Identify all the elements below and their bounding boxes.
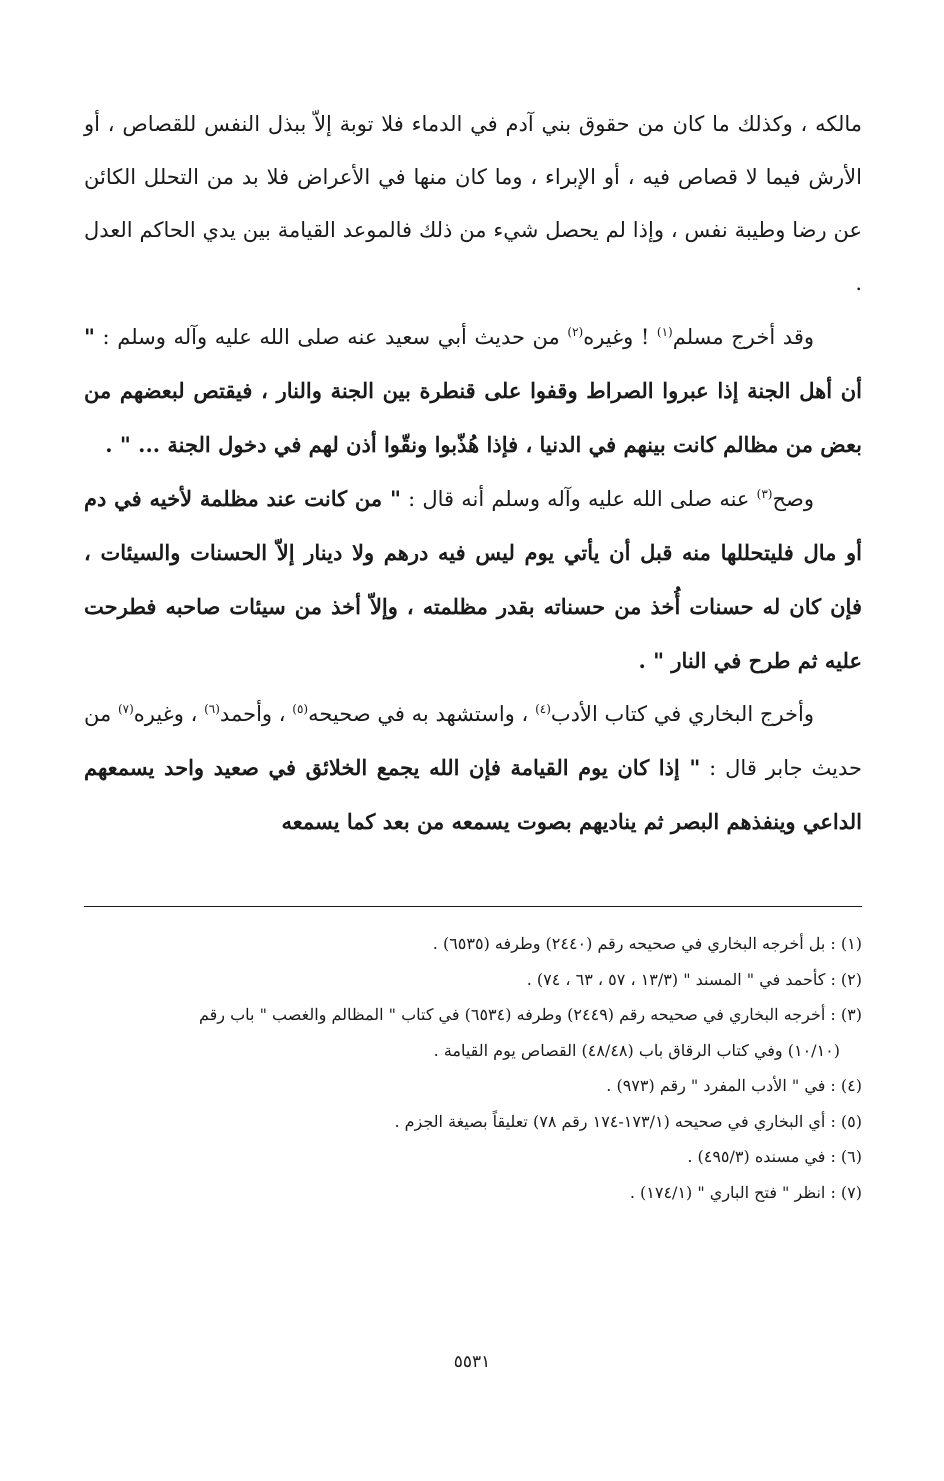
paragraph-3 (84, 472, 862, 688)
text-run: من حديث جابر قال : (84, 702, 862, 780)
footnote-6: (٦) : في مسنده (٤٩٥/٣) . (687, 1147, 862, 1166)
hadith-quote: " من كانت عند مظلمة لأخيه في دم أو مال فليتحللها منه قبل أن يأتي يوم ليس فيه درهم ولا دينار إلاّ الحسنات والسيئات ، فإن كان له حسنات أُخذ من حسناته بقدر مظلمته ، وإلاّ أخذ من سيئات صاحبه فطرحت عليه ثم طرح في النار " . (84, 486, 862, 673)
footnote-5: (٥) : أي البخاري في صحيحه (١٧٣/١-١٧٤ رقم ٧٨) تعليقاً بصيغة الجزم . (394, 1111, 862, 1131)
footnote-ref-2[interactable]: (٢) (567, 325, 584, 339)
footnote-ref-3[interactable]: (٣) (756, 487, 773, 501)
footnote-1: (١) : بل أخرجه البخاري في صحيحه رقم (٢٤٤٠) وطرفه (٦٥٣٥) . (432, 934, 862, 953)
text-run: ، وأحمد (219, 702, 293, 726)
text-run: عنه صلى الله عليه وآله وسلم أنه قال : (400, 487, 757, 511)
footnote-3-continued: (١٠/١٠) وفي كتاب الرقاق باب (٤٨/٤٨) القصاص يوم القيامة . (433, 1040, 840, 1060)
text-run: من حديث أبي سعيد عنه صلى الله عليه وآله وسلم : (94, 325, 568, 349)
footnote-ref-1[interactable]: (١) (656, 325, 673, 339)
text-run: ، وغيره (133, 702, 205, 726)
text-run: ! وغيره (583, 325, 657, 349)
footnote-ref-5[interactable]: (٥) (292, 702, 309, 716)
footnote-3: (٣) : أخرجه البخاري في صحيحه رقم (٢٤٤٩) وطرفه (٦٥٣٤) في كتاب " المظالم والغصب " باب رقم (198, 1005, 862, 1024)
text-run: وقد أخرج مسلم (672, 325, 814, 349)
page-number: ٥٥٣١ (453, 1352, 491, 1372)
footnote-7: (٧) : انظر " فتح الباري " (١٧٤/١) . (629, 1182, 862, 1202)
footnote-ref-4[interactable]: (٤) (535, 702, 551, 716)
hadith-quote: " أن أهل الجنة إذا عبروا الصراط وقفوا على قنطرة بين الجنة والنار ، فيقتص لبعضهم من بعض من مظالم كانت بينهم في الدنيا ، فإذا هُذّبوا ونقّوا أذن لهم في دخول الجنة ... " . (84, 324, 862, 457)
paragraph-2 (84, 310, 862, 472)
footnote-2: (٢) : كأحمد في " المسند " (١٣/٣ ، ٥٧ ، ٦٣ ، ٧٤) . (526, 969, 862, 989)
hadith-quote: " إذا كان يوم القيامة فإن الله يجمع الخلائق في صعيد واحد يسمعهم الداعي وينفذهم البصر ثم يناديهم بصوت يسمعه من بعد كما يسمعه (84, 755, 862, 834)
footnotes-section (84, 926, 862, 1210)
footnote-ref-6[interactable]: (٦) (204, 702, 220, 716)
footnote-4: (٤) : في " الأدب المفرد " رقم (٩٧٣) . (606, 1076, 862, 1095)
paragraph-1: مالكه ، وكذلك ما كان من حقوق بني آدم في الدماء فلا توبة إلاّ ببذل النفس للقصاص ، أو الأرش فيما لا قصاص فيه ، أو الإبراء ، وما كان منها في الأعراض فلا بد من التحلل الكائن عن رضا وطيبة نفس ، وإذا لم يحصل شيء من ذلك فالموعد القيامة بين يدي الحاكم العدل . (84, 112, 862, 295)
page-body (84, 98, 862, 849)
paragraph-4 (84, 688, 862, 849)
text-run: وأخرج البخاري في كتاب الأدب (550, 702, 814, 726)
text-run: وصح (772, 487, 814, 511)
footnote-divider (84, 906, 862, 907)
footnote-ref-7[interactable]: (٧) (117, 702, 134, 716)
text-run: ، واستشهد به في صحيحه (308, 702, 536, 726)
main-text (84, 98, 862, 849)
